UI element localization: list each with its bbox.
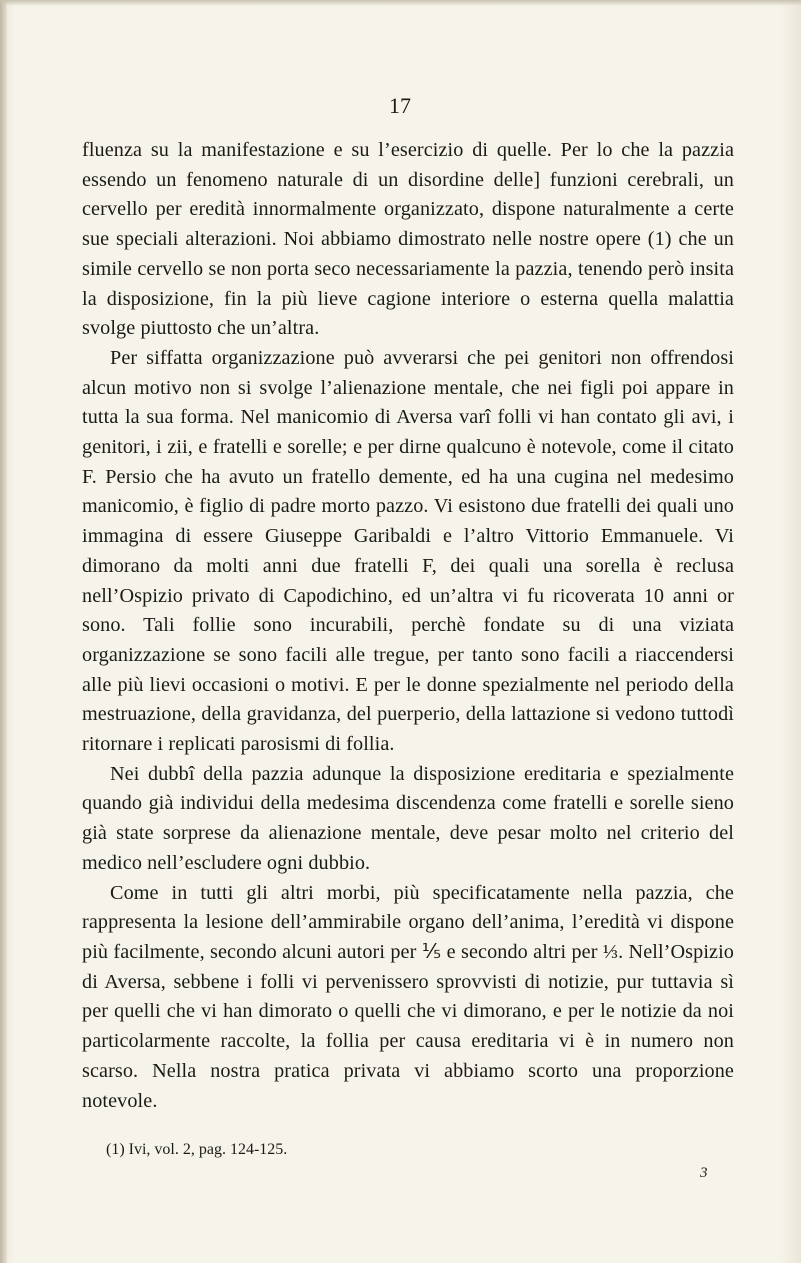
signature-mark: 3 (700, 1165, 708, 1181)
paragraph-2: Per siffatta organizzazione può avverarsi che pei genitori non offrendosi alcun motivo non si svolge l’alienazione mentale, che nei figli poi appare in tutta la sua forma. Nel manicomio di Aversa varî folli vi han contato gli avi, i genitori, i zii, e fratelli e sorelle; e per dirne qualcuno è notevole, come il citato F. Persio che ha avuto un fratello demente, ed ha una cugina nel medesimo manicomio, è figlio di padre morto pazzo. Vi esistono due fratelli dei quali uno immagina di essere Giuseppe Garibaldi e l’altro Vittorio Emmanuele. Vi dimorano da molti anni due fratelli F, dei quali una sorella è reclusa nell’Ospizio privato di Capodichino, ed un’altra vi fu ricoverata 10 anni or sono. Tali follie sono incurabili, perchè fondate su di una viziata organizzazione se sono facili alle tregue, per tanto sono facili a riaccendersi alle più lievi occasioni o motivi. E per le donne spezialmente nel periodo della mestruazione, della gravidanza, del puerperio, della lattazione si vedono tuttodì ritornare i replicati parosismi di follia. (82, 346, 734, 756)
footnote: (1) Ivi, vol. 2, pag. 124-125. (106, 1141, 288, 1158)
page-number: 17 (389, 93, 411, 118)
paragraph-3: Nei dubbî della pazzia adunque la disposizione ereditaria e spezialmente quando già individui della medesima discendenza come fratelli e sorelle sieno già state sorprese da alienazione mentale, deve pesar molto nel criterio del medico nell’escludere ogni dubbio. (82, 762, 734, 874)
page-top-shadow (0, 0, 801, 6)
page-binding-edge (0, 0, 7, 1263)
body-text (82, 136, 734, 1116)
paragraph-1: fluenza su la manifestazione e su l’esercizio di quelle. Per lo che la pazzia essendo un fenomeno naturale di un disordine delle] funzioni cerebrali, un cervello per eredità innormalmente organizzato, dispone naturalmente a certe sue speciali alterazioni. Noi abbiamo dimostrato nelle nostre opere (1) che un simile cervello se non porta seco necessariamente la pazzia, tenendo però insita la disposizione, fin la più lieve cagione interiore o esterna quella malattia svolge piuttosto che un’altra. (82, 139, 734, 340)
paragraph-4: Come in tutti gli altri morbi, più specificatamente nella pazzia, che rappresenta la lesione dell’ammirabile organo dell’anima, l’eredità vi dispone più facilmente, secondo alcuni autori per ⅕ e secondo altri per ⅓. Nell’Ospizio di Aversa, sebbene i folli vi pervenissero sprovvisti di notizie, pur tuttavia sì per quelli che vi han dimorato o quelli che vi dimorano, e per le notizie da noi particolarmente raccolte, la follia per causa ereditaria vi è in numero non scarso. Nella nostra pratica privata vi abbiamo scorto una proporzione notevole. (82, 881, 734, 1112)
